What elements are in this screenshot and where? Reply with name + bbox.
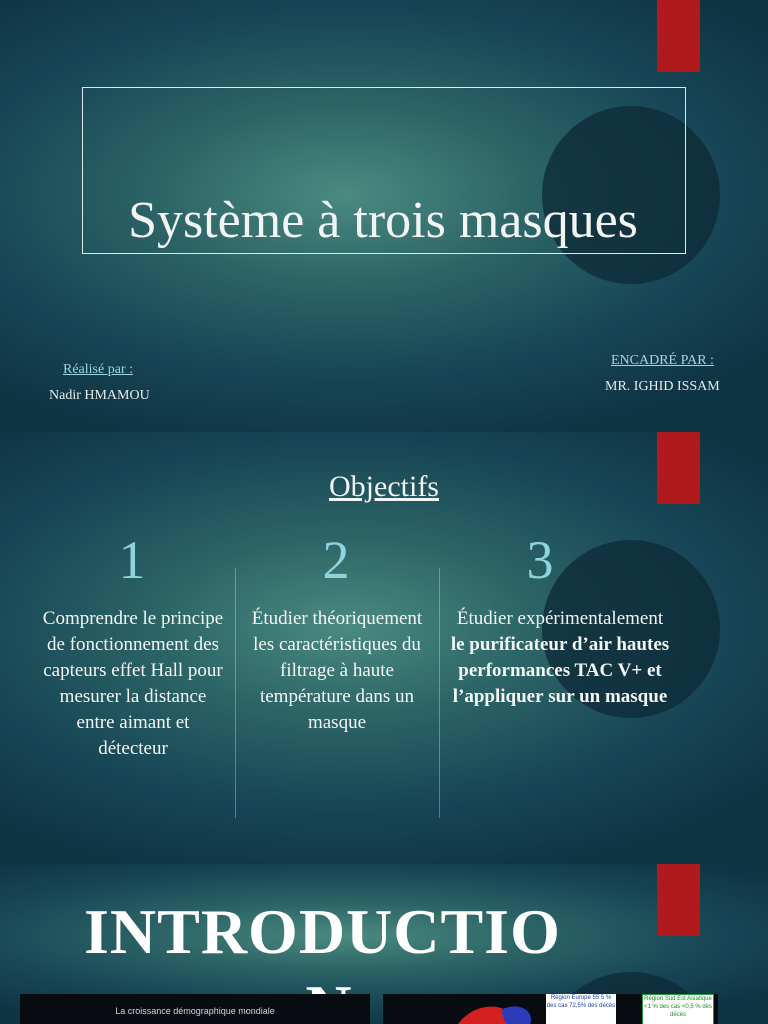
thumbnail-caption: La croissance démographique mondiale <box>115 1006 275 1016</box>
europe-info-box: Région Europe 55 5 % des cas 72,5% des décès <box>546 994 616 1024</box>
slide-title: Système à trois masques <box>128 192 638 249</box>
objective-3-bold-2: sur un masque <box>548 686 668 707</box>
encadre-par-label: ENCADRÉ PAR : <box>611 353 714 368</box>
column-divider <box>439 568 440 818</box>
red-tab-decoration <box>657 0 700 72</box>
red-tab-decoration <box>657 864 700 936</box>
objective-text-3 <box>448 606 672 710</box>
objective-number-2: 2 <box>322 530 350 590</box>
objectives-slide <box>0 432 768 864</box>
population-growth-thumbnail <box>20 994 370 1024</box>
objectives-heading: Objectifs <box>329 470 439 503</box>
introduction-slide <box>0 864 768 1024</box>
realise-par-label: Réalisé par : <box>63 362 133 377</box>
south-east-asia-info-box: Région Sud Est Asiatique <1 % des cas <0,5 % des décès <box>642 994 714 1024</box>
objective-number-1: 1 <box>118 530 146 590</box>
objective-text-2: Étudier théoriquement les caractéristiques du filtrage à haute température dans un masque <box>251 608 423 733</box>
objective-3-plain: Étudier expérimentalement <box>456 608 664 629</box>
supervisor-name: MR. IGHID ISSAM <box>605 379 720 394</box>
introduction-heading-line1: INTRODUCTIO <box>84 896 561 967</box>
objective-3-mid: et l’appliquer <box>452 660 662 707</box>
author-name: Nadir HMAMOU <box>49 388 150 403</box>
objective-3-bold-1: le purificateur d’air hautes performances TAC V+ <box>450 634 670 681</box>
map-region-blue <box>501 1006 531 1024</box>
objective-text-1: Comprendre le principe de fonctionnement des capteurs effet Hall pour mesurer la distance entre aimant et détecteur <box>42 608 224 759</box>
world-map-thumbnail <box>383 994 718 1024</box>
title-slide <box>0 0 768 432</box>
column-divider <box>235 568 236 818</box>
objective-number-3: 3 <box>526 530 554 590</box>
